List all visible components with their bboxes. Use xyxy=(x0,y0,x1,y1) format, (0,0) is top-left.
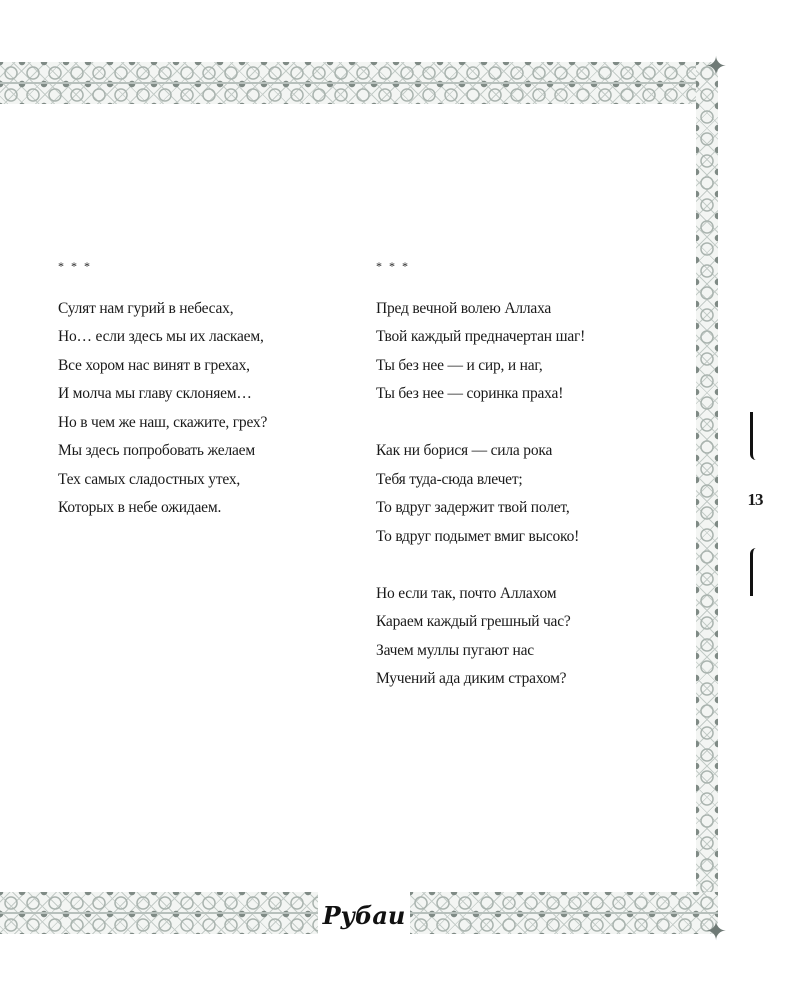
poem-line: Зачем муллы пугают нас xyxy=(376,641,534,659)
poem-line: Ты без нее — соринка праха! xyxy=(376,385,564,402)
page-marker-bracket-top xyxy=(750,412,763,460)
page-number: 13 xyxy=(747,490,763,509)
poem-separator: * * * xyxy=(376,259,410,273)
poem-left xyxy=(58,252,338,551)
poem-line: И молча мы главу склоняем… xyxy=(58,385,252,402)
corner-fleuron-icon: ✦ xyxy=(705,917,727,947)
poem-line: Пред вечной волею Аллаха xyxy=(376,299,552,317)
poem-separator: * * * xyxy=(58,259,92,273)
poem-line: Сулят нам гурий в небесах, xyxy=(58,299,234,317)
poem-line: Тех самых сладостных утех, xyxy=(58,470,241,488)
stanza xyxy=(376,580,666,694)
poem-line: Но если так, почто Аллахом xyxy=(376,584,557,602)
poem-line: Как ни борися — сила рока xyxy=(376,442,553,459)
corner-fleuron-icon: ✦ xyxy=(705,52,727,82)
poem-line: Все хором нас винят в грехах, xyxy=(58,356,250,374)
stanza xyxy=(376,437,666,551)
ornamental-border-bottom-right xyxy=(410,892,718,934)
poem-line: Но… если здесь мы их ласкаем, xyxy=(58,328,264,345)
poem-line: То вдруг подымет вмиг высоко! xyxy=(376,527,580,545)
poem-line: Тебя туда-сюда влечет; xyxy=(376,470,523,488)
poem-line: Караем каждый грешный час? xyxy=(376,613,571,630)
page-marker-bracket-bottom xyxy=(750,548,763,596)
poem-right xyxy=(376,252,666,722)
running-title: Рубаи xyxy=(322,901,406,930)
stanza xyxy=(376,295,666,409)
ornamental-border-bottom-left xyxy=(0,892,318,934)
poem-line: Но в чем же наш, скажите, грех? xyxy=(58,413,268,431)
stanza xyxy=(58,295,338,523)
poem-line: Мучений ада диким страхом? xyxy=(376,670,567,687)
ornamental-border-right xyxy=(696,62,718,934)
poem-line: Твой каждый предначертан шаг! xyxy=(376,328,586,345)
ornamental-border-top xyxy=(0,62,712,104)
poem-line: То вдруг задержит твой полет, xyxy=(376,499,570,516)
poem-line: Мы здесь попробовать желаем xyxy=(58,442,255,459)
poem-line: Ты без нее — и сир, и наг, xyxy=(376,356,543,374)
poem-line: Которых в небе ожидаем. xyxy=(58,499,222,516)
